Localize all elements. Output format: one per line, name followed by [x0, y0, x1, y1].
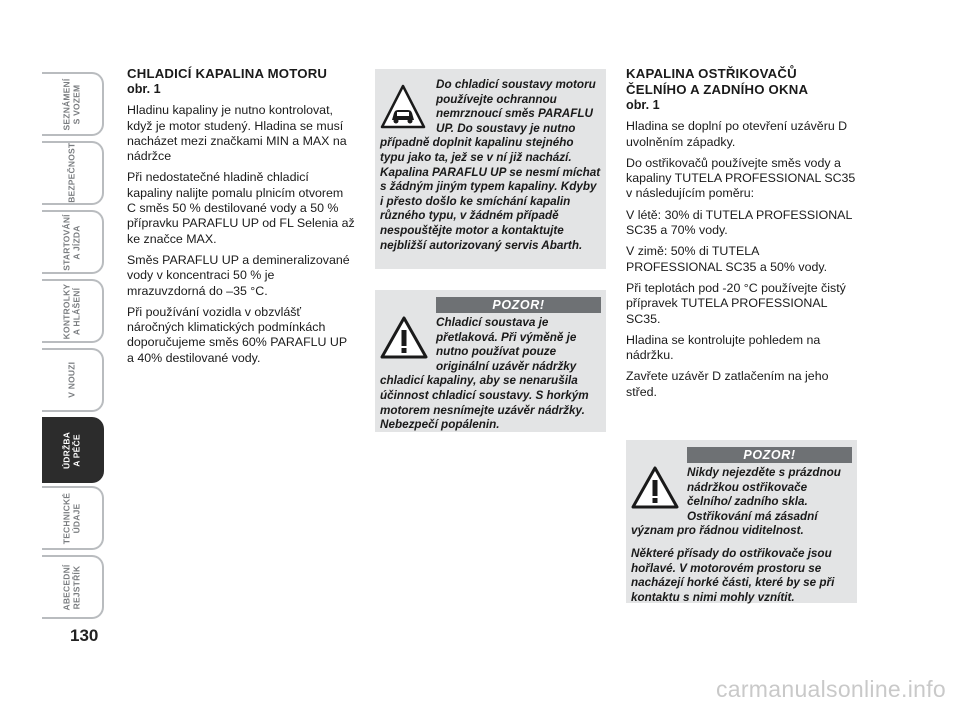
tab-label: STARTOVÁNÍ A JÍZDA — [61, 213, 81, 271]
washer-paragraph: Do ostřikovačů používejte směs vody a kapaliny TUTELA PROFESSIONAL SC35 v následujícím poměru: — [626, 155, 856, 201]
coolant-section — [127, 66, 355, 372]
coolant-warning-box — [375, 290, 606, 432]
tab-bezpecnost[interactable] — [42, 141, 104, 205]
washer-paragraph: Zavřete uzávěr D zatlačením na jeho střed. — [626, 369, 829, 399]
tab-seznameni[interactable] — [42, 72, 104, 136]
washer-title: KAPALINA OSTŘIKOVAČŮ ČELNÍHO A ZADNÍHO OKNA — [626, 66, 809, 97]
tab-label: ABECEDNÍ REJSTŘÍK — [61, 564, 81, 610]
tab-udrzba[interactable] — [42, 417, 104, 483]
tab-label: ÚDRŽBA A PÉČE — [61, 431, 81, 469]
coolant-paragraph: Při používání vozidla v obzvlášť náročných klimatických podmínkách doporučujeme směs 60% PARAFLU UP a 40% destilované vody. — [127, 304, 347, 365]
tab-v-nouzi[interactable] — [42, 348, 104, 412]
washer-paragraph: V zimě: 50% di TUTELA PROFESSIONAL SC35 a 50% vody. — [626, 244, 828, 274]
tab-technicke[interactable] — [42, 486, 104, 550]
washer-figure-ref: obr. 1 — [626, 98, 660, 112]
coolant-paragraph: Směs PARAFLU UP a demineralizované vody v koncentraci 50 % je mrazuvzdorná do –35 °C. — [127, 252, 350, 298]
coolant-paragraph: Hladinu kapaliny je nutno kontrolovat, když je motor studený. Hladina se musí nacházet mezi značkami MIN a MAX na nádržce — [127, 103, 347, 164]
warning-triangle-icon — [380, 316, 428, 362]
warning-paragraph: Nikdy nejezděte s prázdnou nádržkou ostřikovače čelního/ zadního skla. Ostřikování má zásadní význam pro řádnou viditelnost. — [631, 466, 841, 538]
warning-heading: POZOR! — [436, 297, 601, 313]
tab-label: BEZPEČNOST — [66, 142, 77, 204]
page-number: 130 — [70, 626, 99, 645]
coolant-title: CHLADICÍ KAPALINA MOTORU — [127, 66, 328, 81]
tab-label: V NOUZI — [66, 362, 77, 398]
warning-triangle-icon — [631, 466, 679, 512]
tab-label: TECHNICKÉ ÚDAJE — [61, 492, 81, 544]
washer-paragraph: V létě: 30% di TUTELA PROFESSIONAL SC35 a 70% vody. — [626, 207, 852, 238]
car-icon — [380, 84, 426, 130]
warning-paragraph: Některé přísady do ostřikovače jsou hořlavé. V motorovém prostoru se nacházejí horké části, které by se při kontaktu s nimi mohly vznítit. — [631, 546, 835, 604]
warning-heading: POZOR! — [687, 447, 852, 463]
tab-label: SEZNÁMENÍ S VOZEM — [61, 78, 81, 130]
tab-abecedni[interactable] — [42, 555, 104, 619]
coolant-paragraph: Při nedostatečné hladině chladicí kapaliny nalijte pomalu plnicím otvorem C směs 50 % destilované vody a 50 % přípravku PARAFLU UP od FL Selenia až ke značce MAX. — [127, 170, 355, 246]
tab-label: KONTROLKY A HLÁŠENÍ — [61, 283, 81, 339]
washer-warning-box — [626, 440, 857, 603]
watermark: carmanualsonline.info — [715, 676, 946, 702]
tab-startovani[interactable] — [42, 210, 104, 274]
washer-paragraph: Při teplotách pod -20 °C používejte čistý přípravek TUTELA PROFESSIONAL SC35. — [626, 280, 846, 326]
washer-paragraph: Hladina se doplní po otevření uzávěru D uvolněním západky. — [626, 119, 848, 149]
washer-paragraph: Hladina se kontrolujte pohledem na nádržku. — [626, 332, 821, 363]
coolant-note-box — [375, 69, 606, 269]
washer-section — [626, 66, 856, 406]
tab-kontrolky[interactable] — [42, 279, 104, 343]
coolant-figure-ref: obr. 1 — [127, 82, 161, 96]
warning-text: Chladicí soustava je přetlaková. Při výměně je nutno používat pouze originální uzávěr nádržky chladicí kapaliny, aby se nenarušila účinnost chladicí soustavy. S horkým motorem nesnímejte uzávěr nádržky. Nebezpečí popálenin. — [380, 316, 589, 432]
coolant-note-text: Do chladicí soustavy motoru používejte ochrannou nemrznoucí směs PARAFLU UP. Do soustavy je nutno případně doplnit kapalinu stejného typu jako ta, jež se v ní již nachází. Kapalina PARAFLU UP se nesmí míchat s žádným jiným typem kapaliny. Kdyby i přesto došlo ke smíchání kapalin různého typu, v žádném případě nespouštějte motor a kontaktujte nejbližší autorizovaný servis Abarth. — [380, 78, 601, 252]
